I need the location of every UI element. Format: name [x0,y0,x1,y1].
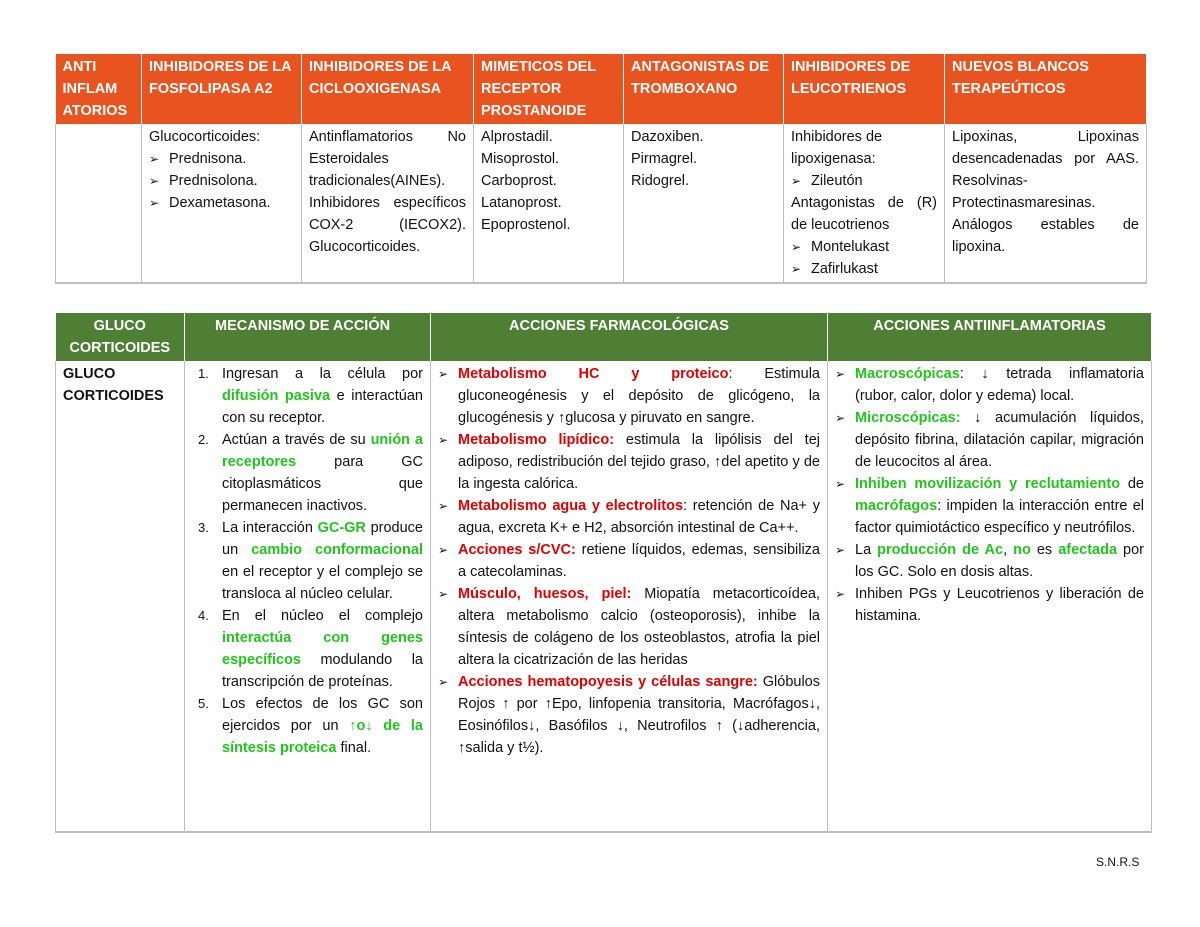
list-item: ➢ Prednisona. [149,148,294,170]
arrow-bullet-icon: ➢ [149,152,160,166]
list-item: ➢ Acciones s/CVC: retiene líquidos, edemas, sensibiliza a catecolaminas. [438,539,820,583]
arrow-bullet-icon: ➢ [438,499,449,513]
table2-header: MECANISMO DE ACCIÓN [185,313,431,361]
table1-cell-empty [56,124,142,283]
arrow-bullet-icon: ➢ [149,196,160,210]
arrow-bullet-icon: ➢ [149,174,160,188]
arrow-bullet-icon: ➢ [438,433,449,447]
arrow-bullet-icon: ➢ [791,174,802,188]
cell-subheading: Antagonistas de (R) de leucotrienos [791,195,937,233]
list-item: Pirmagrel. [631,151,698,167]
arrow-bullet-icon: ➢ [438,367,449,381]
arrow-bullet-icon: ➢ [791,262,802,276]
table1-header: INHIBIDORES DE LA CICLOOXIGENASA [302,54,474,124]
list-item: ➢ Inhiben movilización y reclutamiento de macrófagos: impiden la interacción entre el factor quimiotáctico específico y neutrófilos. [835,473,1144,539]
list-item: Latanoprost. [481,195,562,211]
table1-cell-leucotrienos [784,124,945,283]
table2-cell-farmacologicas [431,361,828,832]
table1-cell-fosfolipasa [142,124,302,283]
arrow-bullet-icon: ➢ [835,477,846,491]
table1-cell-tromboxano [624,124,784,283]
table1-header: NUEVOS BLANCOS TERAPEÚTICOS [945,54,1147,124]
table2-cell-antiinflamatorias [828,361,1152,832]
list-item: 2. Actúan a través de su unión a receptores para GC citoplasmáticos que permanecen inactivos. [198,432,423,514]
arrow-bullet-icon: ➢ [791,240,802,254]
table2-header: GLUCO CORTICOIDES [56,313,185,361]
cell-intro: Glucocorticoides: [149,129,261,145]
arrow-bullet-icon: ➢ [438,587,449,601]
arrow-bullet-icon: ➢ [835,587,846,601]
table1-cell-prostanoide [474,124,624,283]
list-item: ➢ Microscópicas: ↓ acumulación líquidos, depósito fibrina, dilatación capilar, migración de leucocitos al área. [835,407,1144,473]
antiinflammatory-classes-table [55,54,1147,284]
table1-header: INHIBIDORES DE LEUCOTRIENOS [784,54,945,124]
list-item: ➢ Prednisolona. [149,170,294,192]
list-item: ➢ Metabolismo agua y electrolitos: retención de Na+ y agua, excreta K+ e H2, absorción intestinal de Ca++. [438,495,820,539]
cell-intro: Inhibidores de lipoxigenasa: [791,129,883,167]
table2-row [56,361,1152,832]
table1-cell-nuevos-blancos: Lipoxinas, Lipoxinas desencadenadas por AAS. Resolvinas-Protectinasmaresinas. Análogos estables de lipoxina. [945,124,1147,283]
table1-row [56,124,1147,283]
arrow-bullet-icon: ➢ [835,411,846,425]
list-item: 1. Ingresan a la célula por difusión pasiva e interactúan con su receptor. [198,366,423,426]
list-item: Epoprostenol. [481,217,571,233]
list-item: Dazoxiben. [631,129,704,145]
list-item: ➢ Músculo, huesos, piel: Miopatía metacorticoídea, altera metabolismo calcio (osteoporosis), inhibe la síntesis de colágeno de los osteoblastos, atrofia la piel altera la cicatrización de las heridas [438,583,820,671]
table2-header: ACCIONES FARMACOLÓGICAS [431,313,828,361]
list-item: 5. Los efectos de los GC son ejercidos por un ↑o↓ de la síntesis proteica final. [198,696,423,756]
list-item: 3. La interacción GC-GR produce un cambio conformacional en el receptor y el complejo se transloca al núcleo celular. [198,520,423,602]
table2-header: ACCIONES ANTIINFLAMATORIAS [828,313,1152,361]
arrow-bullet-icon: ➢ [438,675,449,689]
author-signature: S.N.R.S [1096,855,1140,869]
list-item: Misoprostol. [481,151,560,167]
list-item: ➢ Macroscópicas: ↓ tetrada inflamatoria (rubor, calor, dolor y edema) local. [835,363,1144,407]
arrow-bullet-icon: ➢ [835,543,846,557]
table1-header-row [56,54,1147,124]
arrow-bullet-icon: ➢ [835,367,846,381]
list-item: ➢ Acciones hematopoyesis y células sangre: Glóbulos Rojos ↑ por ↑Epo, linfopenia transitoria, Macrófagos↓, Eosinófilos↓, Basófilos ↓, Neutrofilos ↑ (↓adherencia, ↑salida y t½). [438,671,820,759]
list-item: Ridogrel. [631,173,690,189]
table2-header-row [56,313,1152,361]
table2-row-label: GLUCO CORTICOIDES [56,361,185,832]
list-item: ➢ Zafirlukast [791,258,937,280]
list-item: ➢ Inhiben PGs y Leucotrienos y liberación de histamina. [835,583,1144,627]
list-item: ➢ Metabolismo HC y proteico: Estimula gluconeogénesis y el depósito de glicógeno, la glucogénesis y ↑glucosa y piruvato en sangre. [438,363,820,429]
arrow-bullet-icon: ➢ [438,543,449,557]
table1-header: ANTI INFLAM ATORIOS [56,54,142,124]
table1-header: MIMETICOS DEL RECEPTOR PROSTANOIDE [474,54,624,124]
table1-header: INHIBIDORES DE LA FOSFOLIPASA A2 [142,54,302,124]
table2-cell-mecanismo [185,361,431,832]
list-item: ➢ Metabolismo lipídico: estimula la lipólisis del tej adiposo, redistribución del tejido graso, ↑del apetito y de la ingesta calórica. [438,429,820,495]
list-item: 4. En el núcleo el complejo interactúa con genes específicos modulando la transcripción de proteínas. [198,608,423,690]
list-item: ➢ Dexametasona. [149,192,294,214]
list-item: ➢ Zileutón [791,170,937,192]
list-item: ➢ Montelukast [791,236,937,258]
table1-cell-ciclooxigenasa: Antinflamatorios No Esteroidales tradicionales(AINEs). Inhibidores específicos COX-2 (IECOX2). Glucocorticoides. [302,124,474,283]
list-item: ➢ La producción de Ac, no es afectada por los GC. Solo en dosis altas. [835,539,1144,583]
glucocorticoids-table [55,313,1152,833]
list-item: Carboprost. [481,173,557,189]
list-item: Alprostadil. [481,129,553,145]
table1-header: ANTAGONISTAS DE TROMBOXANO [624,54,784,124]
